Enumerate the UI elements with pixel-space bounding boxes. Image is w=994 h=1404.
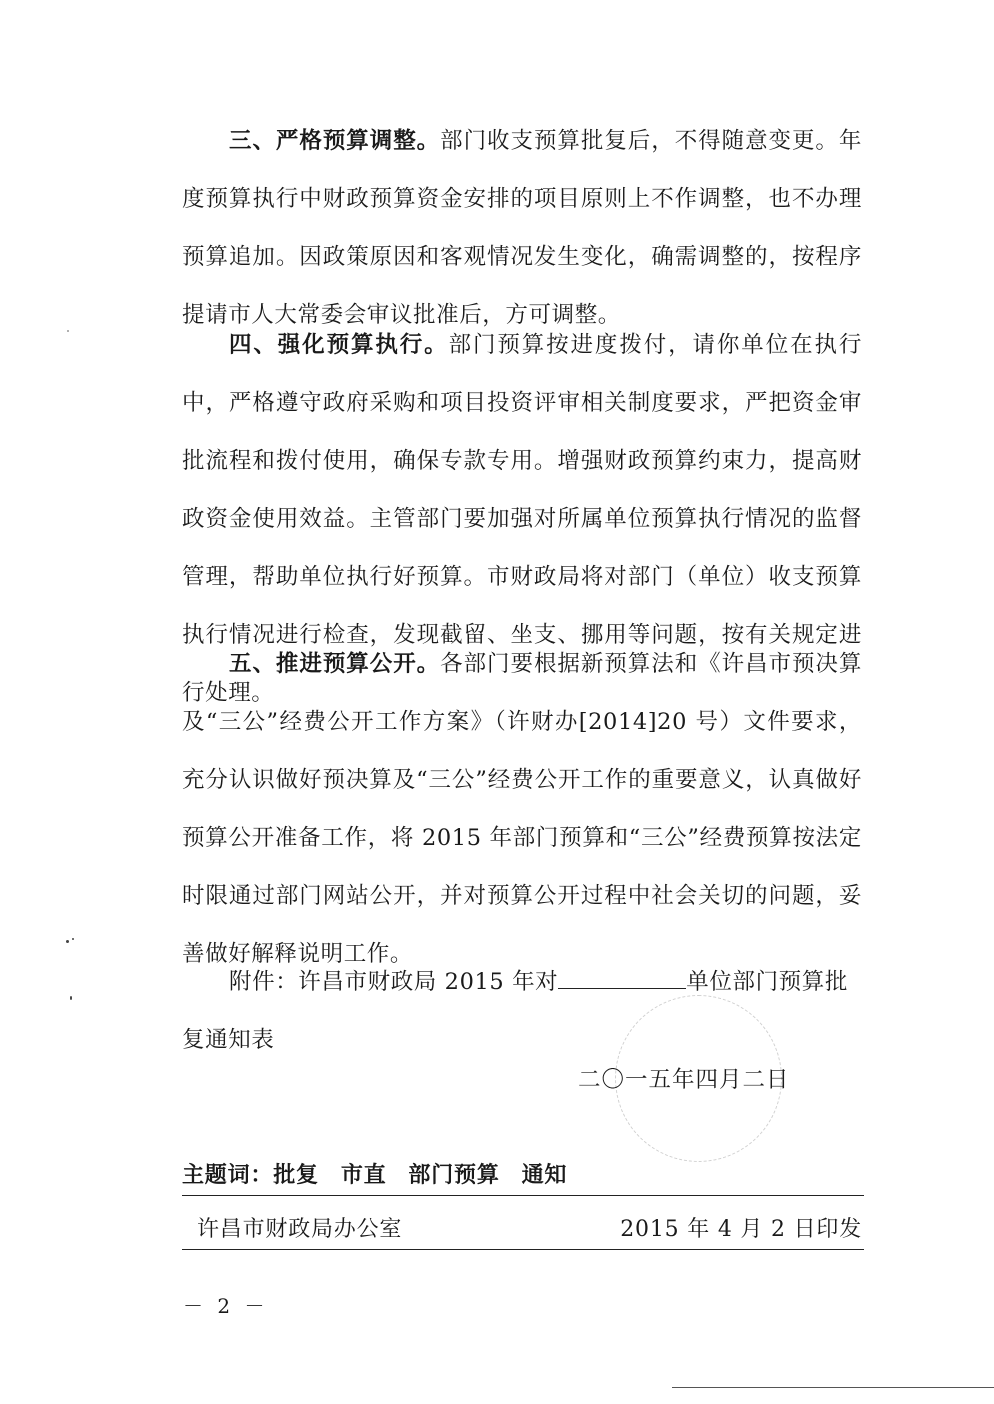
- scan-speck: [70, 996, 72, 1000]
- issue-date: 二〇一五年四月二日: [578, 1067, 790, 1093]
- section-body: 各部门要根据新预算法和《许昌市预决算及“三公”经费公开工作方案》（许财办[2014]20 号）文件要求，充分认识做好预决算及“三公”经费公开工作的重要意义，认真做好预算公开准备工作，将 2015 年部门预算和“三公”经费预算按法定时限通过部门网站公开，并对预算公开过程中社会关切的问题，妥善做好解释说明工作。: [182, 651, 862, 967]
- attachment-suffix: 单位部门预算批复通知表: [182, 969, 848, 1053]
- attachment-prefix: 附件：许昌市财政局 2015 年对: [229, 969, 559, 995]
- unit-blank-line: [558, 966, 686, 989]
- issuing-office: 许昌市财政局办公室: [197, 1217, 403, 1242]
- keyword: 市直: [340, 1162, 387, 1188]
- keyword: 批复: [273, 1162, 319, 1188]
- section-budget-disclosure: [182, 635, 862, 983]
- keyword: 通知: [521, 1162, 568, 1188]
- issuing-office-line: [182, 1212, 864, 1250]
- section-body: 部门预算按进度拨付，请你单位在执行中，严格遵守政府采购和项目投资评审相关制度要求，严把资金审批流程和拨付使用，确保专款专用。增强财政预算约束力，提高财政资金使用效益。主管部门要加强对所属单位预算执行情况的监督管理，帮助单位执行好预算。市财政局将对部门（单位）收支预算执行情况进行检查，发现截留、坐支、挪用等问题，按有关规定进行处理。: [182, 332, 862, 706]
- page-number: － 2 －: [183, 1294, 269, 1318]
- subject-label: 主题词：: [182, 1162, 274, 1188]
- section-heading: 三、严格预算调整。: [229, 128, 441, 154]
- print-date: 2015 年 4 月 2 日印发: [620, 1217, 862, 1242]
- section-budget-adjustment: [182, 112, 862, 344]
- scan-speck: [66, 940, 69, 943]
- bottom-rule: [672, 1387, 994, 1388]
- scan-speck: [67, 330, 69, 332]
- section-heading: 五、推进预算公开。: [229, 651, 441, 677]
- subject-keywords-line: [182, 1158, 864, 1196]
- keyword: 部门预算: [408, 1162, 500, 1188]
- section-heading: 四、强化预算执行。: [229, 332, 449, 358]
- section-body: 部门收支预算批复后，不得随意变更。年度预算执行中财政预算资金安排的项目原则上不作调整，也不办理预算追加。因政策原因和客观情况发生变化，确需调整的，按程序提请市人大常委会审议批准后，方可调整。: [182, 128, 862, 328]
- scan-speck: [72, 938, 74, 940]
